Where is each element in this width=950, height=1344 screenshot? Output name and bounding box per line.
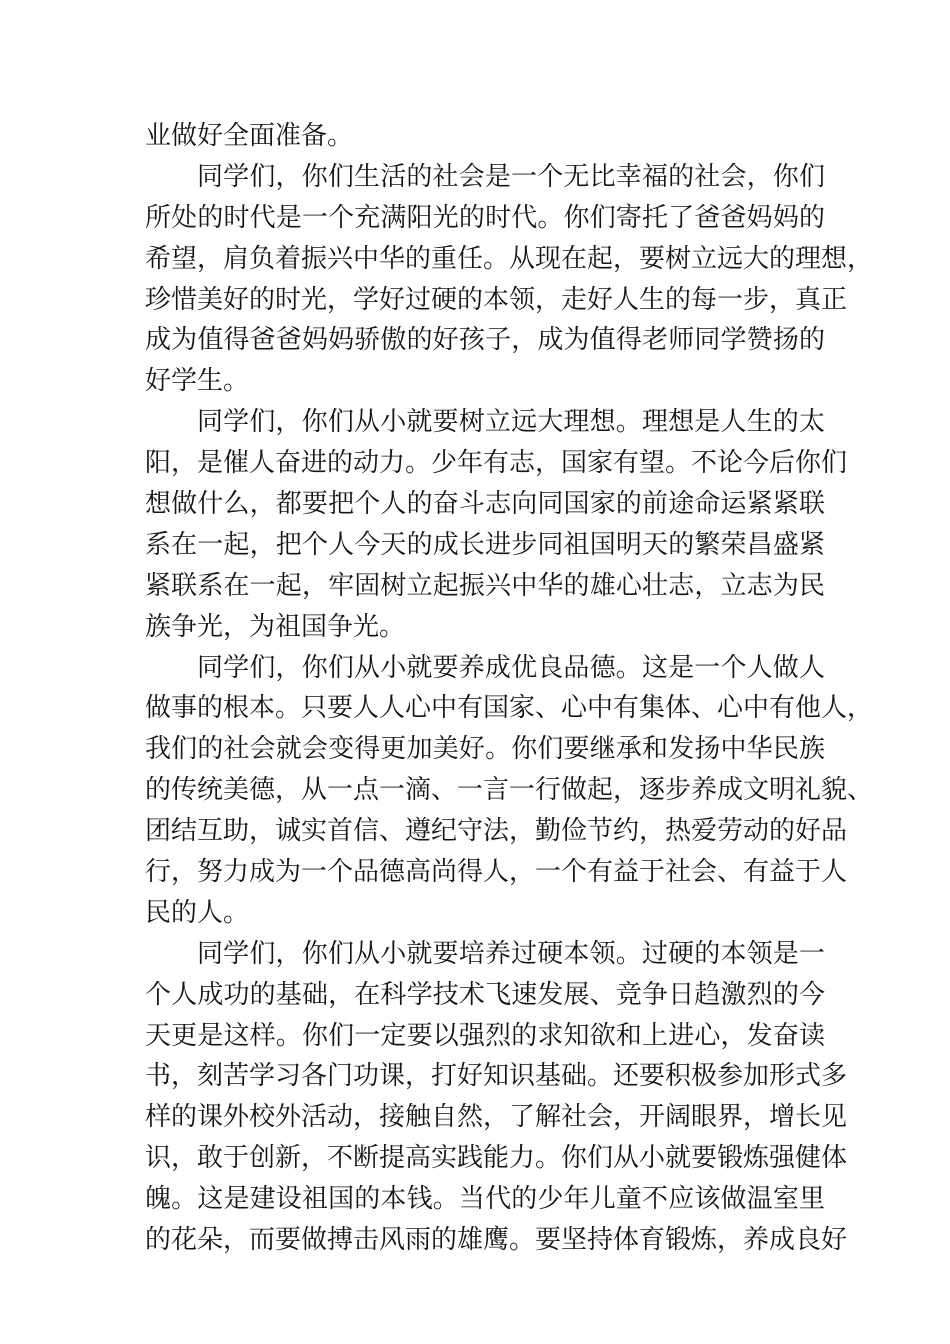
paragraph xyxy=(145,648,874,934)
text-line: 珍惜美好的时光，学好过硬的本领，走好人生的每一步，真正 xyxy=(145,284,848,315)
text-line: 成为值得爸爸妈妈骄傲的好孩子，成为值得老师同学赞扬的 xyxy=(145,325,825,356)
text-line: 同学们，你们生活的社会是一个无比幸福的社会，你们 xyxy=(197,161,825,192)
text-line: 识，敢于创新，不断提高实践能力。你们从小就要锻炼强健体 xyxy=(145,1143,848,1174)
text-line: 魄。这是建设祖国的本钱。当代的少年儿童不应该做温室里 xyxy=(145,1184,825,1215)
text-line: 同学们，你们从小就要树立远大理想。理想是人生的太 xyxy=(197,407,825,438)
text-line: 行，努力成为一个品德高尚得人，一个有益于社会、有益于人 xyxy=(145,857,848,888)
text-line: 团结互助，诚实首信、遵纪守法，勤俭节约，热爱劳动的好品 xyxy=(145,816,848,847)
text-line: 样的课外校外活动，接触自然，了解社会，开阔眼界，增长见 xyxy=(145,1102,848,1133)
text-line: 民的人。 xyxy=(145,897,250,928)
paragraph xyxy=(145,116,825,157)
paragraph xyxy=(145,402,848,647)
text-line: 天更是这样。你们一定要以强烈的求知欲和上进心，发奋读 xyxy=(145,1020,825,1051)
text-line: 想做什么，都要把个人的奋斗志向同国家的前途命运紧紧联 xyxy=(145,489,825,520)
text-line: 同学们，你们从小就要养成优良品德。这是一个人做人 xyxy=(197,652,825,683)
text-line: 好学生。 xyxy=(145,366,250,397)
text-line: 个人成功的基础，在科学技术飞速发展、竞争日趋激烈的今 xyxy=(145,979,825,1010)
text-line: 的花朵，而要做搏击风雨的雄鹰。要坚持体育锻炼，养成良好 xyxy=(145,1225,848,1256)
text-line: 紧联系在一起，牢固树立起振兴中华的雄心壮志，立志为民 xyxy=(145,570,825,601)
paragraph xyxy=(145,157,874,402)
text-line: 所处的时代是一个充满阳光的时代。你们寄托了爸爸妈妈的 xyxy=(145,202,825,233)
text-line: 书，刻苦学习各门功课，打好知识基础。还要积极参加形式多 xyxy=(145,1061,848,1092)
text-line: 我们的社会就会变得更加美好。你们要继承和发扬中华民族 xyxy=(145,734,825,765)
paragraph xyxy=(145,934,848,1261)
text-line: 的传统美德，从一点一滴、一言一行做起，逐步养成文明礼貌、 xyxy=(145,775,874,806)
text-line: 同学们，你们从小就要培养过硬本领。过硬的本领是一 xyxy=(197,938,825,969)
text-line: 族争光，为祖国争光。 xyxy=(145,611,406,642)
text-line: 阳，是催人奋进的动力。少年有志，国家有望。不论今后你们 xyxy=(145,448,848,479)
document-body xyxy=(145,116,874,1261)
text-line: 希望，肩负着振兴中华的重任。从现在起，要树立远大的理想， xyxy=(145,243,874,274)
text-line: 系在一起，把个人今天的成长进步同祖国明天的繁荣昌盛紧 xyxy=(145,529,825,560)
text-line: 做事的根本。只要人人心中有国家、心中有集体、心中有他人， xyxy=(145,693,874,724)
text-line: 业做好全面准备。 xyxy=(145,121,354,151)
